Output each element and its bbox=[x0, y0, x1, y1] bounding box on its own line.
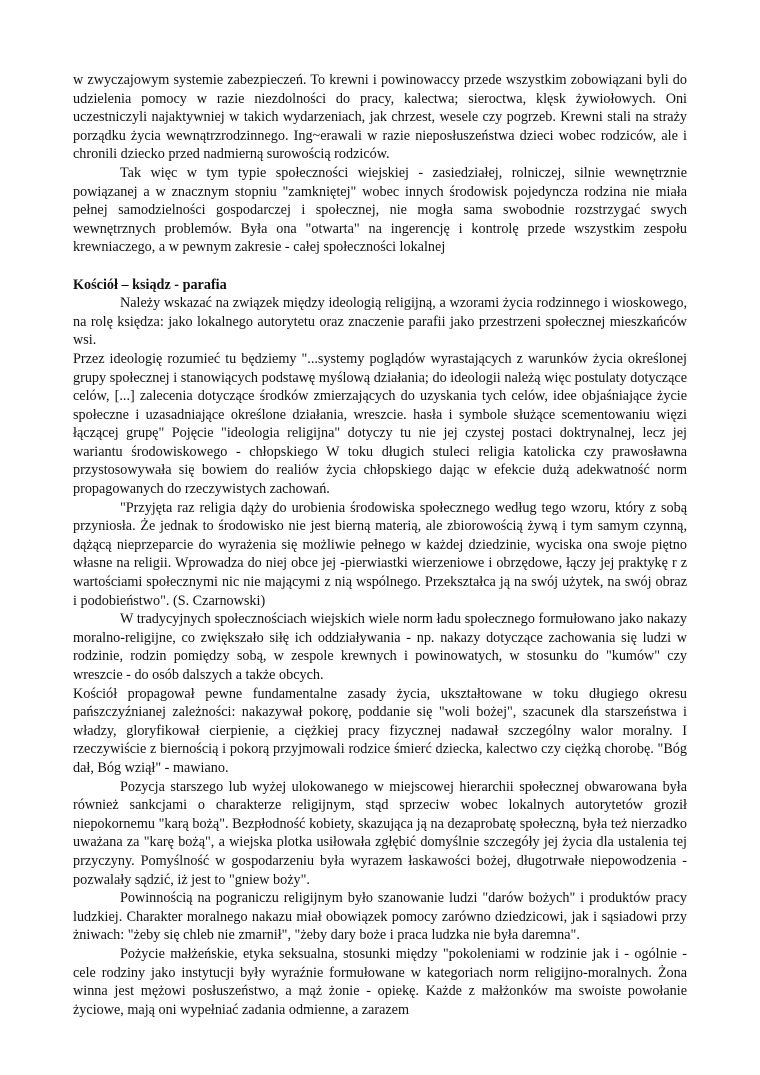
document-page bbox=[73, 71, 687, 1019]
paragraph-church-principles: Kościół propagował pewne fundamentalne zasady życia, ukształtowane w toku długiego okresu pańszczyźnianej zależności: nakazywał pokorę, poddanie się "woli bożej", szacunek dla starszeństwa i władzy, gloryfikował cierpienie, a ciężkiej pracy fizycznej nadawał szczególny walor moralny. I rzeczywiście z biernością i pokorą przyjmowali rodzice śmierć dziecka, kalectwo czy ciężką chorobę. "Bóg dał, Bóg wziął" - mawiano. bbox=[73, 685, 687, 776]
paragraph-hierarchy-sanctions: Pozycja starszego lub wyżej ulokowanego w miejscowej hierarchii społecznej obwarowana była również sankcjami o charakterze religijnym, stąd sprzeciw wobec lokalnych autorytetów groził niepokornemu "karą bożą". Bezpłodność kobiety, skazująca ją na dezaprobatę społeczną, była też nierzadko uważana za "karę bożą", a wiejska plotka usiłowała zgłębić domyślnie szczegóły jej życia dla ustalenia tej przyczyny. Pomyślność w gospodarzeniu była wyrazem łaskawości bożej, długotrwałe niepowodzenia - pozwalały sądzić, iż jest to "gniew boży". bbox=[73, 778, 687, 888]
paragraph-moral-norms: W tradycyjnych społecznościach wiejskich wiele norm ładu społecznego formułowano jako nakazy moralno-religijne, co zwiększało siłę ich oddziaływania - np. nakazy dotyczące zachowania się ludzi w rodzinie, rodzin pomiędzy sobą, w zespole krewnych i powinowatych, w stosunku do "kumów" czy wreszcie - do osób dalszych a także obcych. bbox=[73, 611, 687, 683]
paragraph-religious-ideology-intro: Należy wskazać na związek między ideologią religijną, a wzorami życia rodzinnego i wioskowego, na rolę księdza: jako lokalnego autorytetu oraz znaczenie parafii jako przestrzeni społecznej mieszkańców wsi. bbox=[73, 295, 687, 349]
paragraph-closed-community: Tak więc w tym typie społeczności wiejskiej - zasiedziałej, rolniczej, silnie wewnętrznie powiązanej a w znacznym stopniu "zamkniętej" wobec innych środowisk pojedyncza rodzina nie miała pełnej samodzielności gospodarczej i społecznej, nie mogła sama swobodnie rozstrzygać swych wewnętrznych problemów. Była ona "otwarta" na ingerencję i kontrolę przede wszystkim zespołu krewniaczego, a w pewnym zakresie - całej społeczności lokalnej bbox=[73, 164, 687, 256]
paragraph-ideology-definition: Przez ideologię rozumieć tu będziemy "...systemy poglądów wyrastających z warunków życia określonej grupy społecznej i stanowiących podstawę myślową działania; do ideologii należą więc postulaty dotyczące celów, [...] zalecenia dotyczące środków zmierzających do uzyskania tych celów, idee objaśniające życie społeczne i uzasadniające określone działania, wreszcie. hasła i symbole służące scementowaniu więzi łączącej grupę" Pojęcie "ideologia religijna" dotyczy tu nie jej czystej postaci doktrynalnej, lecz jej wariantu środowiskowego - chłopskiego W toku długich stuleci religia katolicka czy prawosławna przystosowywała się bowiem do realiów życia chłopskiego dając w efekcie dużą adekwatność norm propagowanych do rzeczywistych zachowań. bbox=[73, 350, 687, 498]
paragraph-czarnowski-quote: "Przyjęta raz religia dąży do urobienia środowiska społecznego według tego wzoru, który z sobą przyniosła. Że jednak to środowisko nie jest bierną materią, ale zbiorowością żywą i tym samym czynną, dążącą nieprzeparcie do wyrażenia się możliwie pełnego w każdej dziedzinie, wyciska ona swoje piętno własne na religii. Wprowadza do niej obce jej -pierwiastki wierzeniowe i obrzędowe, łączy jej praktykę r z wartościami społecznymi nic nie mającymi z nią wspólnego. Przekształca ją na swój użytek, na swój obraz i podobieństwo". (S. Czarnowski) bbox=[73, 499, 687, 609]
spacer bbox=[73, 257, 687, 276]
section-heading: Kościół – ksiądz - parafia bbox=[73, 276, 227, 293]
paragraph-marriage-norms: Pożycie małżeńskie, etyka seksualna, stosunki między "pokoleniami w rodzinie jak i - ogólnie - cele rodziny jako instytucji były wyraźnie formułowane w kategoriach norm religijno-moralnych. Żona winna jest mężowi posłuszeństwo, a mąż żonie - opiekę. Każde z małżonków ma swoiste powołanie życiowe, mają oni wypełniać zadania odmienne, a zarazem bbox=[73, 945, 687, 1018]
paragraph-family-security: w zwyczajowym systemie zabezpieczeń. To krewni i powinowaccy przede wszystkim zobowiązani byli do udzielenia pomocy w razie niezdolności do pracy, kalectwa; sieroctwa, klęsk żywiołowych. Oni uczestniczyli najaktywniej w takich wydarzeniach, jak chrzest, wesele czy pogrzeb. Krewni stali na straży porządku życia wewnątrzrodzinnego. Ing~erawali w razie nieposłuszeństwa dzieci wobec rodziców, ale i chronili dziecko przed nadmierną surowością rodziców. bbox=[73, 72, 687, 163]
paragraph-gifts-of-god: Powinnością na pograniczu religijnym było szanowanie ludzi "darów bożych" i produktów pracy ludzkiej. Charakter moralnego nakazu miał obowiązek pomocy zarówno dziedzicowi, jak i sąsiadowi przy żniwach: "żeby się chleb nie zmarnił", "żeby dary boże i praca ludzka nie była daremna". bbox=[73, 890, 687, 944]
